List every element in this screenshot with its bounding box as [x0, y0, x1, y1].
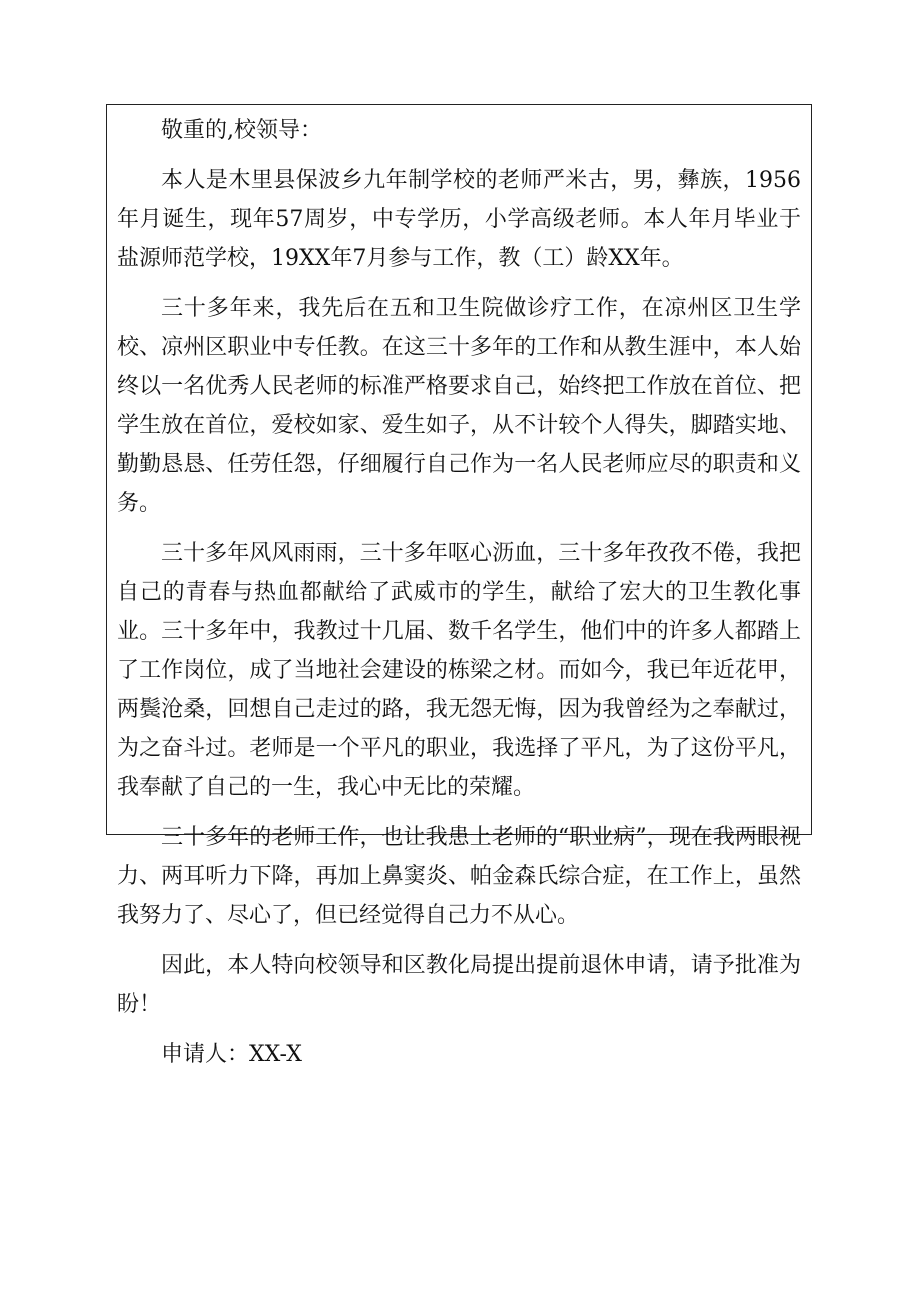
paragraph-health: 三十多年的老师工作，也让我患上老师的“职业病”，现在我两眼视力、两耳听力下降，再加上鼻窦炎、帕金森氏综合症，在工作上，虽然我努力了、尽心了，但已经觉得自己力不从心。	[117, 825, 801, 928]
paragraph-intro: 本人是木里县保波乡九年制学校的老师严米古，男，彝族，1956年月诞生，现年57周岁，中专学历，小学高级老师。本人年月毕业于盐源师范学校，19XX年7月参与工作，教（工）龄XX年。	[117, 168, 801, 271]
paragraph-career: 三十多年来，我先后在五和卫生院做诊疗工作，在凉州区卫生学校、凉州区职业中专任教。在这三十多年的工作和从教生涯中，本人始终以一名优秀人民老师的标准严格要求自己，始终把工作放在首位、把学生放在首位，爱校如家、爱生如子，从不计较个人得失，脚踏实地、勤勤恳恳、任劳任怨，仔细履行自己作为一名人民老师应尽的职责和义务。	[117, 296, 801, 516]
paragraph-dedication: 三十多年风风雨雨，三十多年呕心沥血，三十多年孜孜不倦，我把自己的青春与热血都献给了武威市的学生，献给了宏大的卫生教化事业。三十多年中，我教过十几届、数千名学生，他们中的许多人都踏上了工作岗位，成了当地社会建设的栋梁之材。而如今，我已年近花甲，两鬓沧桑，回想自己走过的路，我无怨无悔，因为我曾经为之奉献过，为之奋斗过。老师是一个平凡的职业，我选择了平凡，为了这份平凡，我奉献了自己的一生，我心中无比的荣耀。	[117, 541, 801, 800]
paragraph-request: 因此，本人特向校领导和区教化局提出提前退休申请，请予批准为盼！	[117, 953, 801, 1017]
salutation: 敬重的,校领导：	[161, 118, 322, 143]
letter-body	[117, 111, 801, 1074]
signature: 申请人：XX-X	[161, 1042, 302, 1067]
letter-frame	[106, 104, 812, 1067]
